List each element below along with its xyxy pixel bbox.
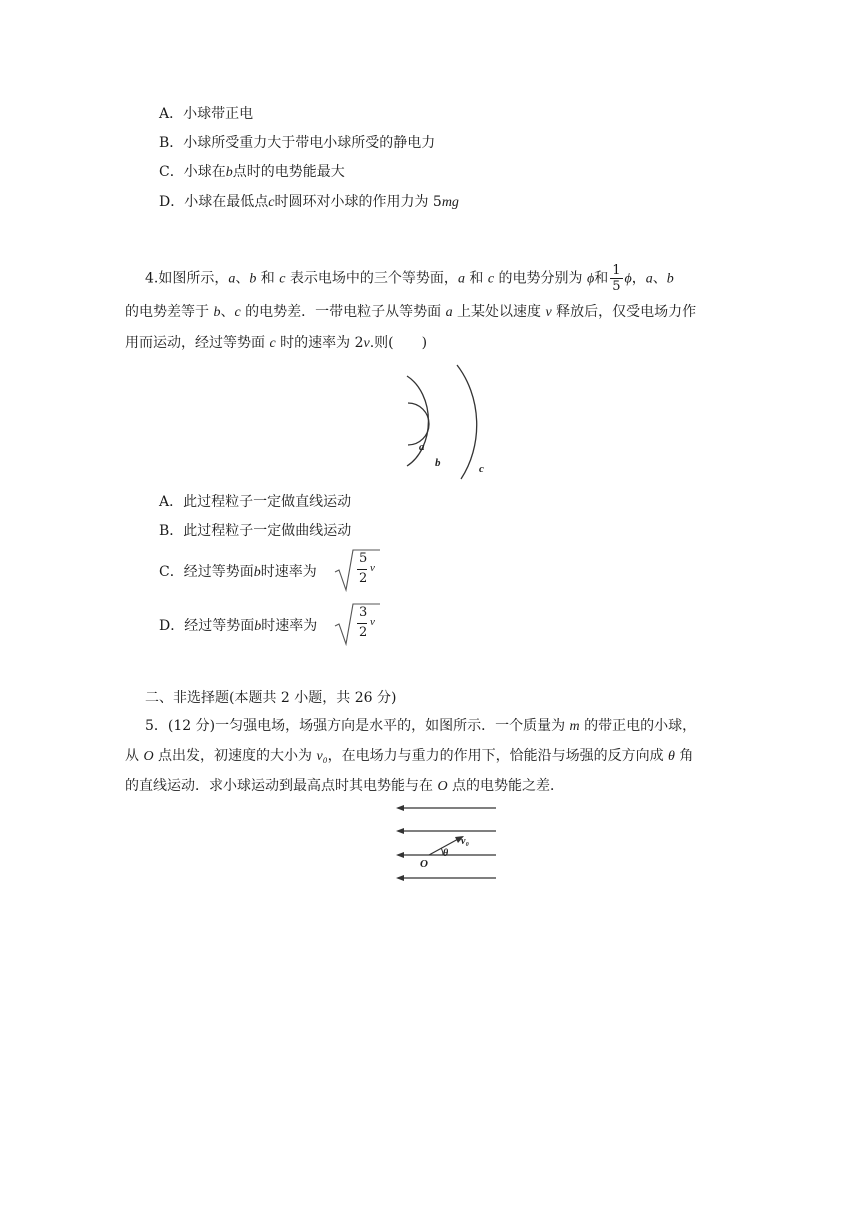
q4-text: 的电势分别为 (494, 270, 587, 287)
q3-option-a: A．小球带正电 (159, 106, 254, 122)
label-c: c (479, 463, 484, 475)
q5-text: 点出发，初速度的大小为 (153, 748, 317, 764)
q4-text: 时的速率为 2 (275, 335, 364, 351)
q4-option-d (159, 616, 317, 637)
q4-var-c: c (279, 271, 286, 287)
q5-text: 点的电势能之差． (447, 778, 565, 794)
q4-text: ， (631, 270, 646, 287)
q3-option-d-mid: 时圆环对小球的作用力为 5 (274, 194, 442, 210)
q3-option-c-tail: 点时的电势能最大 (232, 164, 345, 180)
q4-option-d-tail: 时速率为 (261, 618, 318, 634)
q4-option-c-radical-v: v (370, 562, 375, 574)
q4-and: 和 (256, 270, 280, 287)
q5-text: 5．(12 分)一匀强电场，场强方向是水平的，如图所示．一个质量为 (145, 718, 570, 734)
q4-phi: ϕ (624, 271, 632, 287)
q4-option-c-tail: 时速率为 (260, 564, 317, 580)
label-o: O (420, 858, 428, 870)
q5-var-theta: θ (668, 749, 675, 764)
q4-option-b: B．此过程粒子一定做曲线运动 (159, 523, 352, 539)
q4-var-c: c (269, 336, 276, 351)
label-theta: θ (443, 848, 449, 859)
q4-var-a: a (228, 271, 236, 287)
label-b: b (435, 457, 441, 469)
q4-option-d-var: b (254, 619, 262, 634)
q4-text: 表示电场中的三个等势面， (285, 270, 458, 287)
q4-option-c-radical-num: 5 (359, 551, 368, 566)
q5-var-o: O (143, 749, 154, 764)
q3-option-d-unit: mg (441, 195, 459, 210)
q4-var-b: b (213, 305, 221, 320)
q5-var-m: m (569, 719, 580, 734)
q4-sep: 、 (652, 270, 667, 287)
q4-frac-num: 1 (612, 263, 621, 278)
q4-var-v: v (545, 305, 552, 320)
q5-text: 从 (125, 748, 144, 764)
q4-option-c-var: b (253, 565, 261, 580)
q4-option-c-radical-den: 2 (359, 571, 368, 586)
label-v0: v₀ (461, 836, 469, 847)
q4-option-d-radical-den: 2 (359, 625, 368, 640)
q4-stem-line1 (145, 263, 674, 294)
equipotential-figure (395, 362, 505, 484)
q5-text: ，在电场力与重力的作用下，恰能沿与场强的反方向成 (327, 748, 669, 764)
q4-sep: 、 (235, 270, 250, 287)
q3-option-c-text: C．小球在 (159, 164, 226, 180)
q5-text: 的带正电的小球， (579, 718, 697, 734)
q4-text: .则( ) (369, 335, 428, 351)
q4-option-c-radical (334, 548, 382, 592)
q4-text: 和 (594, 270, 609, 287)
q4-var-a: a (457, 271, 465, 287)
q4-option-d-radical-v: v (370, 616, 375, 628)
q3-option-b: B．小球所受重力大于带电小球所受的静电力 (159, 135, 436, 151)
q4-sep: 、 (220, 304, 235, 320)
q4-option-c-frac-bar (357, 569, 367, 570)
q3-option-c-var: b (225, 165, 233, 180)
q5-text: 角 (674, 748, 694, 764)
q4-var-b: b (249, 271, 257, 287)
equipotential-arc-b (407, 376, 428, 466)
q4-var-a: a (445, 305, 453, 320)
q4-var-v: v (363, 336, 370, 351)
q4-text: 的电势差等于 (125, 304, 214, 320)
q3-option-d (159, 192, 459, 213)
q4-option-a: A．此过程粒子一定做直线运动 (159, 494, 352, 510)
q5-stem-line2 (125, 746, 693, 767)
q4-text: 上某处以速度 (452, 304, 546, 320)
q5-text: 的直线运动．求小球运动到最高点时其电势能与在 (125, 778, 438, 794)
q4-option-d-radical (334, 602, 382, 646)
arrowhead-3 (396, 852, 404, 858)
electric-field-figure (392, 800, 502, 884)
q4-option-c (159, 562, 317, 583)
q4-stem-line2 (125, 302, 696, 323)
q3-option-d-var: c (268, 195, 275, 210)
q4-text: 4.如图所示， (145, 270, 229, 287)
q4-option-c-text: C．经过等势面 (159, 564, 254, 580)
q3-option-d-text: D．小球在最低点 (159, 194, 269, 210)
q4-option-d-frac-bar (357, 623, 367, 624)
section-heading: 二、非选择题(本题共 2 小题，共 26 分) (145, 690, 397, 706)
q5-var-v0: v₀ (316, 749, 328, 764)
q4-frac-den: 5 (612, 279, 621, 294)
arrowhead-2 (396, 828, 404, 834)
q4-option-d-text: D．经过等势面 (159, 618, 255, 634)
q4-var-c: c (234, 305, 241, 320)
label-a: a (419, 441, 425, 453)
q4-text: 释放后，仅受电场力作 (551, 304, 697, 320)
q5-stem-line1 (145, 716, 696, 737)
q4-fraction (610, 263, 622, 294)
q4-and: 和 (464, 270, 488, 287)
q4-stem-line3 (125, 333, 427, 354)
q4-var-c: c (487, 271, 495, 287)
q4-text: 的电势差．一带电粒子从等势面 (240, 304, 446, 320)
q4-var-a: a (645, 271, 653, 287)
arrowhead-1 (396, 805, 404, 811)
q3-option-c (159, 162, 345, 183)
equipotential-arc-c (457, 365, 477, 479)
q4-var-b: b (666, 271, 674, 287)
arrowhead-4 (396, 875, 404, 881)
q5-stem-line3 (125, 776, 564, 797)
q5-var-o: O (437, 779, 448, 794)
q4-phi: ϕ (586, 271, 595, 287)
q4-option-d-radical-num: 3 (359, 605, 368, 620)
q4-text: 用而运动，经过等势面 (125, 335, 270, 351)
